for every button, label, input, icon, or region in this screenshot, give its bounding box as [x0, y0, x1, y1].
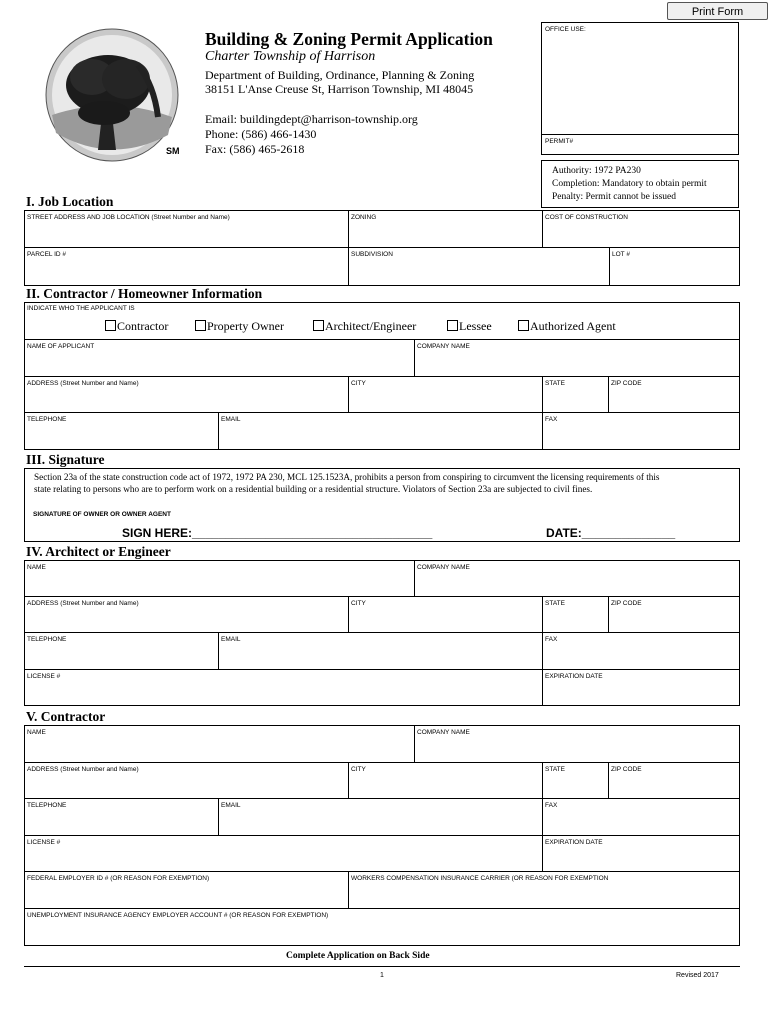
- contractor-fax-field[interactable]: FAX: [545, 802, 558, 809]
- contractor-state-field[interactable]: STATE: [545, 766, 565, 773]
- applicant-company-field[interactable]: COMPANY NAME: [417, 343, 470, 350]
- applicant-zip-field[interactable]: ZIP CODE: [611, 380, 642, 387]
- lot-number-field[interactable]: LOT #: [612, 251, 630, 258]
- sign-here-line[interactable]: SIGN HERE:____________________________________: [122, 526, 433, 540]
- indicate-applicant-label: INDICATE WHO THE APPLICANT IS: [27, 305, 135, 312]
- print-form-button[interactable]: Print Form: [667, 2, 768, 20]
- workers-comp-carrier-field[interactable]: WORKERS COMPENSATION INSURANCE CARRIER (OR REASON FOR EXEMPTION: [351, 875, 609, 882]
- checkbox-property-owner[interactable]: Property Owner: [195, 319, 284, 334]
- section-23a-text-line1: Section 23a of the state construction code act of 1972, 1972 PA 230, MCL 125.1523A, prohibits a person from conspiring to circumvent the licensing requirements of this: [34, 472, 660, 482]
- zoning-field[interactable]: ZONING: [351, 214, 377, 221]
- contractor-address-field[interactable]: ADDRESS (Street Number and Name): [27, 766, 139, 773]
- cost-of-construction-field[interactable]: COST OF CONSTRUCTION: [545, 214, 628, 221]
- section-contractor-homeowner-title: II. Contractor / Homeowner Information: [26, 286, 263, 301]
- office-use-box[interactable]: [541, 22, 739, 155]
- contractor-name-field[interactable]: NAME: [27, 729, 46, 736]
- checkbox-authorized-agent[interactable]: Authorized Agent: [518, 319, 616, 334]
- unemployment-account-field[interactable]: UNEMPLOYMENT INSURANCE AGENCY EMPLOYER ACCOUNT # (OR REASON FOR EXEMPTION): [27, 912, 329, 919]
- office-use-label: OFFICE USE:: [545, 26, 586, 33]
- architect-company-field[interactable]: COMPANY NAME: [417, 564, 470, 571]
- applicant-fax-field[interactable]: FAX: [545, 416, 558, 423]
- contractor-city-field[interactable]: CITY: [351, 766, 366, 773]
- section-architect-engineer-title: IV. Architect or Engineer: [26, 544, 171, 559]
- signature-owner-label: SIGNATURE OF OWNER OR OWNER AGENT: [33, 511, 171, 518]
- architect-state-field[interactable]: STATE: [545, 600, 565, 607]
- checkbox-architect-engineer[interactable]: Architect/Engineer: [313, 319, 416, 334]
- checkbox-lessee[interactable]: Lessee: [447, 319, 492, 334]
- contractor-email-field[interactable]: EMAIL: [221, 802, 241, 809]
- architect-fax-field[interactable]: FAX: [545, 636, 558, 643]
- contractor-company-field[interactable]: COMPANY NAME: [417, 729, 470, 736]
- completion-text: Completion: Mandatory to obtain permit: [552, 179, 707, 189]
- applicant-city-field[interactable]: CITY: [351, 380, 366, 387]
- architect-city-field[interactable]: CITY: [351, 600, 366, 607]
- section-23a-text-line2: state relating to persons who are to perform work on a residential building or a residential structure. Violators of Section 23a are subjected to civil fines.: [34, 484, 593, 494]
- phone-contact: Phone: (586) 466-1430: [205, 127, 317, 141]
- footer-divider: [24, 966, 740, 967]
- back-side-note: Complete Application on Back Side: [286, 951, 430, 961]
- email-contact: Email: buildingdept@harrison-township.org: [205, 112, 418, 126]
- township-name: Charter Township of Harrison: [205, 49, 376, 64]
- form-title: Building & Zoning Permit Application: [205, 29, 493, 49]
- revised-date: Revised 2017: [676, 972, 719, 979]
- architect-expiration-field[interactable]: EXPIRATION DATE: [545, 673, 603, 680]
- contractor-telephone-field[interactable]: TELEPHONE: [27, 802, 67, 809]
- architect-telephone-field[interactable]: TELEPHONE: [27, 636, 67, 643]
- fax-contact: Fax: (586) 465-2618: [205, 142, 305, 156]
- street-address: 38151 L'Anse Creuse St, Harrison Township, MI 48045: [205, 82, 474, 96]
- federal-employer-id-field[interactable]: FEDERAL EMPLOYER ID # (OR REASON FOR EXEMPTION): [27, 875, 210, 882]
- applicant-name-field[interactable]: NAME OF APPLICANT: [27, 343, 95, 350]
- section-job-location-title: I. Job Location: [26, 194, 114, 209]
- parcel-id-field[interactable]: PARCEL ID #: [27, 251, 67, 258]
- applicant-address-field[interactable]: ADDRESS (Street Number and Name): [27, 380, 139, 387]
- penalty-text: Penalty: Permit cannot be issued: [552, 192, 677, 202]
- architect-email-field[interactable]: EMAIL: [221, 636, 241, 643]
- applicant-state-field[interactable]: STATE: [545, 380, 565, 387]
- subdivision-field[interactable]: SUBDIVISION: [351, 251, 393, 258]
- architect-zip-field[interactable]: ZIP CODE: [611, 600, 642, 607]
- page-number: 1: [380, 972, 384, 979]
- architect-engineer-table: [24, 560, 740, 706]
- architect-license-field[interactable]: LICENSE #: [27, 673, 61, 680]
- department: Department of Building, Ordinance, Planning & Zoning: [205, 68, 475, 82]
- permit-number-label: PERMIT#: [545, 138, 574, 145]
- authority-text: Authority: 1972 PA230: [552, 166, 641, 176]
- architect-name-field[interactable]: NAME: [27, 564, 46, 571]
- architect-address-field[interactable]: ADDRESS (Street Number and Name): [27, 600, 139, 607]
- date-line[interactable]: DATE:______________: [546, 526, 676, 540]
- contractor-license-field[interactable]: LICENSE #: [27, 839, 61, 846]
- contractor-expiration-field[interactable]: EXPIRATION DATE: [545, 839, 603, 846]
- street-address-field[interactable]: STREET ADDRESS AND JOB LOCATION (Street Number and Name): [27, 214, 230, 221]
- section-signature-title: III. Signature: [26, 452, 105, 467]
- section-contractor-title: V. Contractor: [26, 709, 106, 724]
- checkbox-contractor[interactable]: Contractor: [105, 319, 168, 334]
- contractor-zip-field[interactable]: ZIP CODE: [611, 766, 642, 773]
- applicant-email-field[interactable]: EMAIL: [221, 416, 241, 423]
- applicant-telephone-field[interactable]: TELEPHONE: [27, 416, 67, 423]
- service-mark: SM: [166, 146, 180, 156]
